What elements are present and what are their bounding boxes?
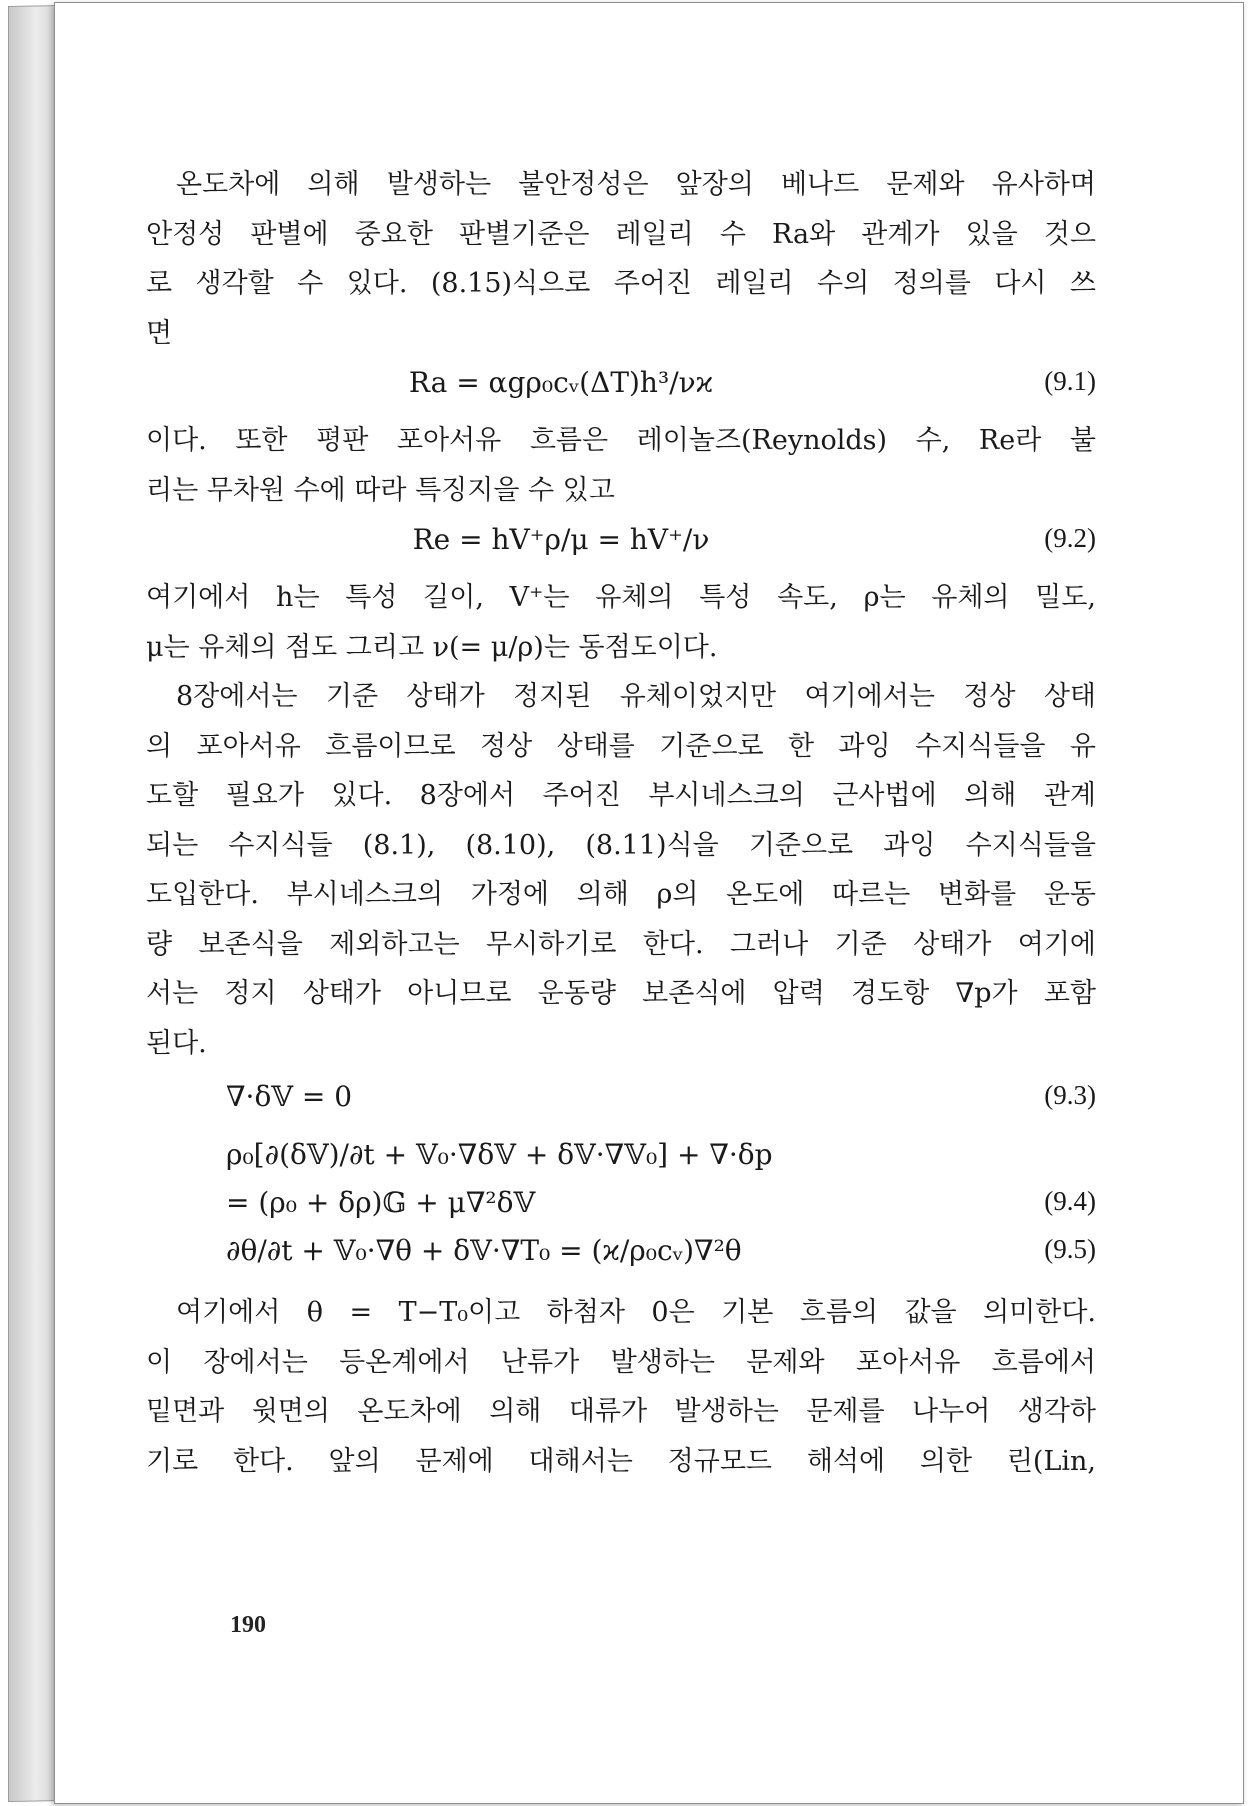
text-line: 의 포아서유 흐름이므로 정상 상태를 기준으로 한 과잉 수지식들을 유 [146, 730, 1096, 762]
equation-number: (9.4) [1044, 1186, 1096, 1216]
equation-formula: ρ₀[∂(δ𝕍)/∂t + 𝕍₀·∇δ𝕍 + δ𝕍·∇𝕍₀] + ∇·δp [226, 1138, 773, 1171]
paragraph-1 [146, 160, 1096, 358]
page-content [146, 160, 1096, 1600]
paragraph-4 [146, 672, 1096, 1068]
paragraph-2 [146, 416, 1096, 515]
text-line: 로 생각할 수 있다. (8.15)식으로 주어진 레일리 수의 정의를 다시 쓰 [146, 268, 1096, 299]
text-line: 도입한다. 부시네스크의 가정에 의해 ρ의 온도에 따르는 변화를 운동 [146, 879, 1096, 910]
equation-number: (9.3) [1044, 1080, 1096, 1110]
equation-9-4-line-2 [146, 1178, 1096, 1226]
equation-9-3 [146, 1072, 1096, 1130]
text-line: 8장에서는 기준 상태가 정지된 유체이었지만 여기에서는 정상 상태 [176, 681, 1096, 712]
text-line: 이다. 또한 평판 포아서유 흐름은 레이놀즈(Reynolds) 수, Re라 불 [146, 425, 1096, 456]
equation-number: (9.5) [1044, 1234, 1096, 1264]
text-line: 된다. [146, 1027, 207, 1059]
text-line: 안정성 판별에 중요한 판별기준은 레일리 수 Ra와 관계가 있을 것으 [146, 218, 1096, 250]
text-line: 여기에서 h는 특성 길이, V⁺는 유체의 특성 속도, ρ는 유체의 밀도, [146, 582, 1096, 613]
equation-9-2 [146, 515, 1096, 573]
text-line: 리는 무차원 수에 따라 특징지을 수 있고 [146, 474, 615, 506]
text-line: 온도차에 의해 발생하는 불안정성은 앞장의 베나드 문제와 유사하며 [176, 169, 1096, 200]
text-line: 도할 필요가 있다. 8장에서 주어진 부시네스크의 근사법에 의해 관계 [146, 780, 1096, 811]
text-line: 기로 한다. 앞의 문제에 대해서는 정규모드 해석에 의한 린(Lin, [146, 1445, 1096, 1477]
text-line: 량 보존식을 제외하고는 무시하기로 한다. 그러나 기준 상태가 여기에 [146, 928, 1096, 960]
equation-formula: Ra = αgρ₀cᵥ(ΔT)h³/νϰ [408, 366, 714, 399]
equation-formula: ∂θ/∂t + 𝕍₀·∇θ + δ𝕍·∇T₀ = (ϰ/ρ₀cᵥ)∇²θ [226, 1234, 742, 1267]
text-line: 면 [146, 317, 173, 349]
paragraph-5 [146, 1288, 1096, 1486]
equation-formula: ∇·δ𝕍 = 0 [226, 1080, 353, 1113]
equation-number: (9.2) [1044, 523, 1096, 553]
book-spine [8, 5, 57, 1802]
equation-number: (9.1) [1044, 366, 1096, 396]
page-number: 190 [230, 1612, 266, 1638]
text-line: 밑면과 윗면의 온도차에 의해 대류가 발생하는 문제를 나누어 생각하 [146, 1396, 1096, 1427]
equation-formula: = (ρ₀ + δρ)𝔾 + μ∇²δ𝕍 [226, 1186, 536, 1219]
text-line: 여기에서 θ = T−T₀이고 하첨자 0은 기본 흐름의 값을 의미한다. [176, 1297, 1096, 1328]
paragraph-3 [146, 573, 1096, 672]
equation-9-1 [146, 358, 1096, 416]
equation-9-4-line-1 [146, 1130, 1096, 1178]
text-line: 되는 수지식들 (8.1), (8.10), (8.11)식을 기준으로 과잉 수지식들을 [146, 829, 1096, 861]
text-line: μ는 유체의 점도 그리고 ν(= μ/ρ)는 동점도이다. [146, 631, 718, 663]
text-line: 서는 정지 상태가 아니므로 운동량 보존식에 압력 경도항 ∇p가 포함 [146, 978, 1096, 1009]
equation-9-5 [146, 1226, 1096, 1288]
equation-formula: Re = hV⁺ρ/μ = hV⁺/ν [412, 523, 710, 556]
text-line: 이 장에서는 등온계에서 난류가 발생하는 문제와 포아서유 흐름에서 [146, 1346, 1096, 1378]
